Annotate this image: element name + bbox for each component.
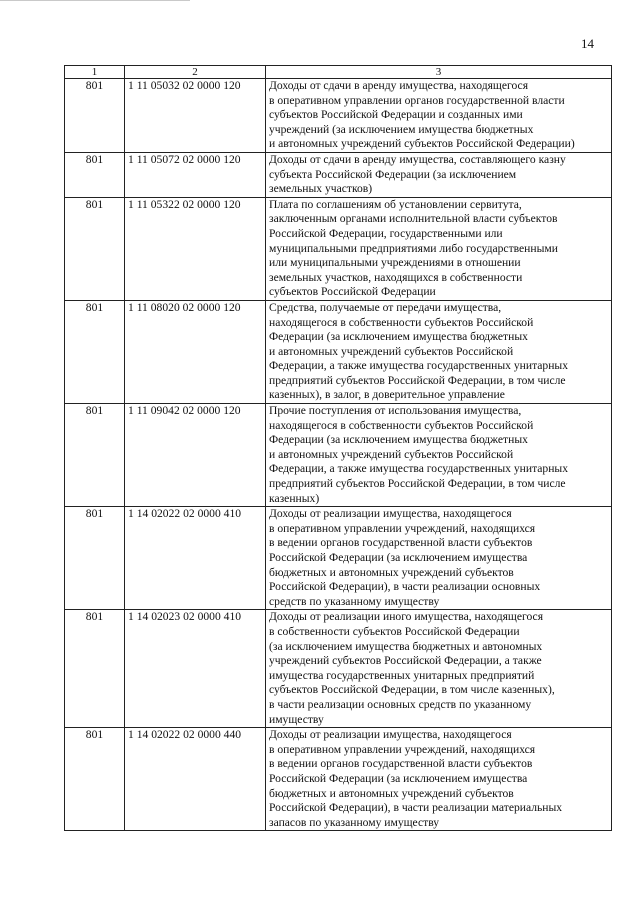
revenue-name-line: земельных участков) [269,182,373,196]
scan-edge-line [0,0,190,9]
revenue-code-cell: 1 11 09042 02 0000 120 [125,404,266,507]
revenue-name-line: субъекта Российской Федерации (за исключением [269,167,517,181]
revenue-name-line: Российской Федерации (за исключением имущества [269,551,528,564]
revenue-name-line: или муниципальными учреждениями в отношении [269,256,521,270]
revenue-name-line: Доходы от реализации иного имущества, находящегося [269,610,544,624]
admin-code-cell: 801 [65,728,125,831]
revenue-code-cell: 1 11 08020 02 0000 120 [125,300,266,403]
revenue-name-cell [266,197,612,300]
revenue-name-line: средств по указанному имуществу [269,594,440,608]
table-row [65,507,612,610]
table-row [65,610,612,728]
admin-code-cell: 801 [65,610,125,728]
revenue-name-line: бюджетных и автономных учреждений субъектов [269,565,514,579]
revenue-name-line: в оперативном управлении органов государственной власти [269,93,565,107]
revenue-name-line: в оперативном управлении учреждений, находящихся [269,742,536,756]
revenue-name-line: субъектов Российской Федерации [269,285,436,299]
table-row [65,79,612,153]
admin-code-cell: 801 [65,300,125,403]
revenue-name-line: Федерации, а также имущества государственных унитарных [269,359,569,373]
revenue-name-cell [266,507,612,610]
revenue-name-line: Средства, получаемые от передачи имущества, [269,300,502,314]
revenue-name-line: и автономных учреждений субъектов Российской Федерации) [269,137,575,151]
revenue-name-line: казенных), в залог, в доверительное управление [269,388,505,402]
admin-code-cell: 801 [65,152,125,197]
revenue-name-line: (за исключением имущества бюджетных и автономных [269,639,543,653]
revenue-name-line: Федерации (за исключением имущества бюджетных [269,330,528,344]
revenue-name-line: бюджетных и автономных учреждений субъектов [269,786,514,800]
table-row [65,728,612,831]
revenue-name-line: в ведении органов государственной власти субъектов [269,536,533,550]
table-row [65,197,612,300]
revenue-name-line: предприятий субъектов Российской Федерации, в том числе [269,477,566,491]
revenue-code-cell: 1 14 02022 02 0000 410 [125,507,266,610]
revenue-name-line: Российской Федерации, государственными или [269,226,503,240]
revenue-name-cell [266,404,612,507]
revenue-name-cell [266,728,612,831]
revenue-name-line: имущества государственных унитарных предприятий [269,668,535,682]
revenue-name-line: предприятий субъектов Российской Федерации, в том числе [269,373,566,387]
revenue-code-cell: 1 14 02022 02 0000 440 [125,728,266,831]
revenue-name-line: Российской Федерации), в части реализации материальных [269,801,563,815]
table-row [65,300,612,403]
revenue-name-cell [266,300,612,403]
revenue-name-line: Прочие поступления от использования имущества, [269,404,522,418]
revenue-codes-table [64,65,612,831]
revenue-name-line: в части реализации основных средств по указанному [269,697,532,711]
revenue-name-line: заключенным органами исполнительной власти субъектов [269,212,558,226]
revenue-name-line: Российской Федерации (за исключением имущества [269,771,528,785]
revenue-name-line: в собственности субъектов Российской Федерации [269,624,520,638]
admin-code-cell: 801 [65,507,125,610]
revenue-name-cell [266,79,612,153]
revenue-name-line: субъектов Российской Федерации, в том числе казенных), [269,683,555,697]
revenue-name-line: Доходы от сдачи в аренду имущества, находящегося [269,79,529,92]
revenue-name-line: Плата по соглашениям об установлении сервитута, [269,197,522,211]
revenue-name-line: и автономных учреждений субъектов Российской [269,344,514,358]
column-header-1: 1 [65,66,125,79]
revenue-name-line: Доходы от реализации имущества, находящегося [269,507,512,521]
revenue-name-line: и автономных учреждений субъектов Российской [269,447,514,461]
revenue-name-line: муниципальными предприятиями либо государственными [269,241,558,255]
revenue-name-line: земельных участков, находящихся в собственности [269,270,523,284]
revenue-name-line: Российской Федерации), в части реализации основных [269,580,541,594]
admin-code-cell: 801 [65,404,125,507]
column-number-row [65,66,612,79]
revenue-name-line: Федерации (за исключением имущества бюджетных [269,433,528,447]
revenue-name-line: находящегося в собственности субъектов Российской [269,418,534,432]
revenue-name-line: субъектов Российской Федерации и созданных ими [269,108,523,122]
revenue-name-line: Федерации, а также имущества государственных унитарных [269,462,569,476]
revenue-name-line: учреждений (за исключением имущества бюджетных [269,122,534,136]
revenue-name-line: Доходы от реализации имущества, находящегося [269,728,512,742]
revenue-code-cell: 1 11 05032 02 0000 120 [125,79,266,153]
revenue-code-cell: 1 11 05072 02 0000 120 [125,152,266,197]
table-row [65,404,612,507]
admin-code-cell: 801 [65,79,125,153]
revenue-name-line: запасов по указанному имуществу [269,815,440,829]
table-row [65,152,612,197]
revenue-code-cell: 1 11 05322 02 0000 120 [125,197,266,300]
revenue-name-line: находящегося в собственности субъектов Российской [269,315,534,329]
revenue-name-line: казенных) [269,491,320,505]
column-header-2: 2 [125,66,266,79]
admin-code-cell: 801 [65,197,125,300]
revenue-name-line: в ведении органов государственной власти субъектов [269,757,533,771]
revenue-name-line: Доходы от сдачи в аренду имущества, составляющего казну [269,152,566,166]
revenue-name-line: в оперативном управлении учреждений, находящихся [269,521,536,535]
revenue-name-cell [266,610,612,728]
page-number: 14 [581,36,594,51]
revenue-code-cell: 1 14 02023 02 0000 410 [125,610,266,728]
revenue-name-cell [266,152,612,197]
revenue-name-line: имуществу [269,712,324,726]
column-header-3: 3 [266,66,612,79]
table-body [65,79,612,831]
revenue-name-line: учреждений субъектов Российской Федерации, а также [269,654,542,668]
